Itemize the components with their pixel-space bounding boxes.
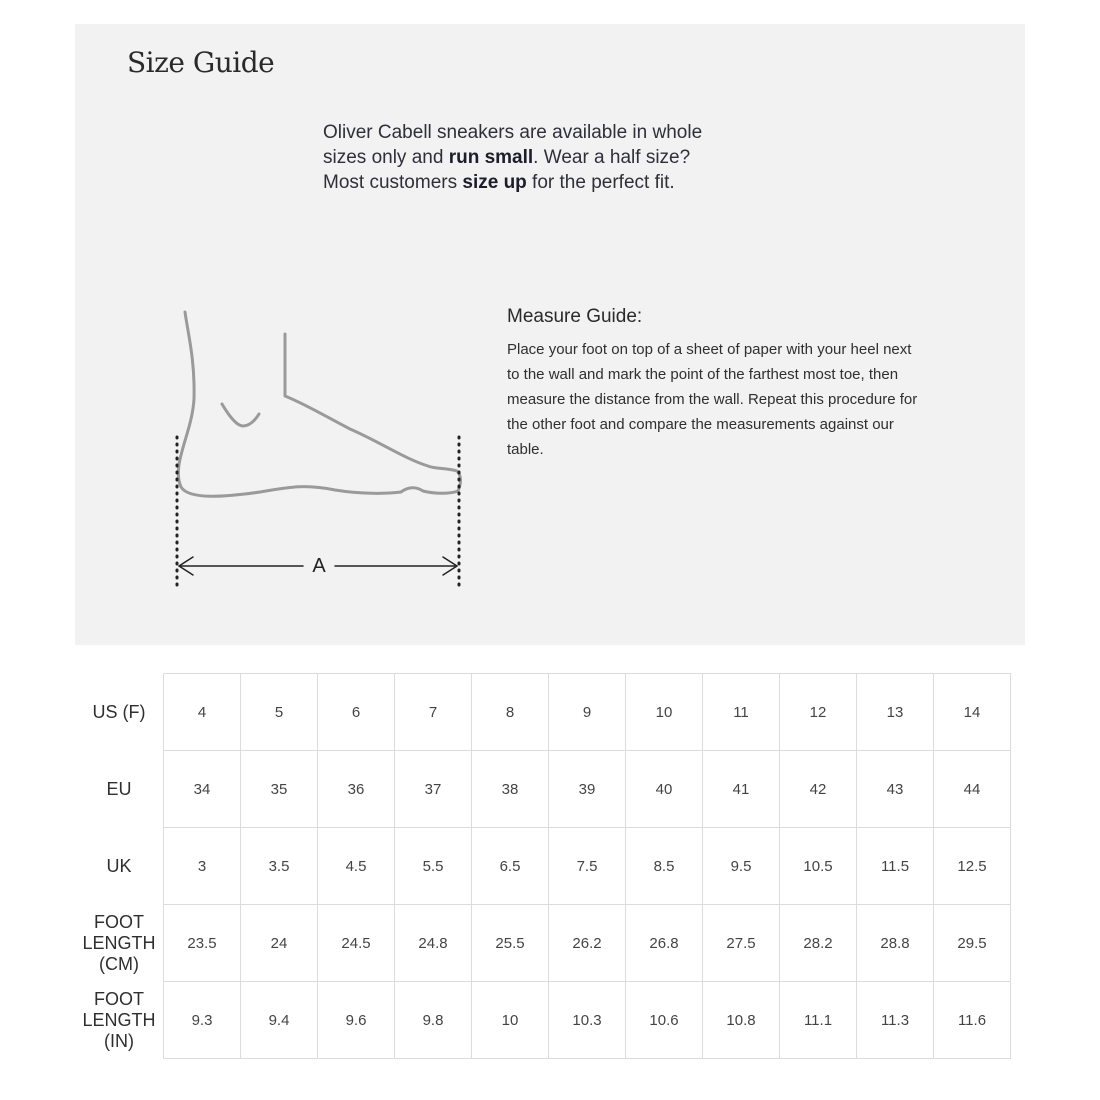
table-cell: 24.8 [395, 905, 472, 982]
table-cell: 24 [241, 905, 318, 982]
intro-text [323, 120, 743, 195]
table-cell: 6 [318, 674, 395, 751]
row-label [75, 828, 164, 905]
table-cell: 11.6 [934, 982, 1011, 1059]
foot-outline [178, 312, 460, 496]
table-cell: 26.2 [549, 905, 626, 982]
row-label-text: FOOT LENGTH (CM) [82, 911, 156, 974]
table-cell: 9.8 [395, 982, 472, 1059]
table-cell: 4.5 [318, 828, 395, 905]
row-label-text: US (F) [92, 701, 146, 722]
table-cell: 24.5 [318, 905, 395, 982]
table-cell: 10.8 [703, 982, 780, 1059]
intro-line-2-end: . Wear a half size? [533, 147, 691, 168]
row-label-text: EU [106, 778, 132, 799]
row-label-text: UK [106, 855, 132, 876]
table-cell: 43 [857, 751, 934, 828]
measure-guide-body: Place your foot on top of a sheet of paper with your heel next to the wall and mark the point of the farthest most toe, then measure the distance from the wall. Repeat this procedure for the other foot and compare the measurements against our table. [507, 341, 918, 458]
page-title: Size Guide [127, 46, 275, 79]
table-cell: 5 [241, 674, 318, 751]
table-cell: 27.5 [703, 905, 780, 982]
table-cell: 7.5 [549, 828, 626, 905]
table-cell: 10.6 [626, 982, 703, 1059]
table-cell: 11.3 [857, 982, 934, 1059]
size-chart-body [75, 674, 1011, 1059]
table-cell: 6.5 [472, 828, 549, 905]
table-cell: 9.6 [318, 982, 395, 1059]
table-row [75, 674, 1011, 751]
table-cell: 42 [780, 751, 857, 828]
table-cell: 36 [318, 751, 395, 828]
intro-line-3-start: Most customers [323, 172, 463, 193]
table-cell: 4 [164, 674, 241, 751]
table-cell: 40 [626, 751, 703, 828]
row-label [75, 674, 164, 751]
table-cell: 10.5 [780, 828, 857, 905]
intro-line-3-end: for the perfect fit. [526, 172, 675, 193]
table-cell: 9.4 [241, 982, 318, 1059]
table-row [75, 751, 1011, 828]
table-cell: 3.5 [241, 828, 318, 905]
table-cell: 10 [626, 674, 703, 751]
foot-measure-diagram [165, 304, 475, 604]
table-cell: 7 [395, 674, 472, 751]
table-cell: 10 [472, 982, 549, 1059]
table-cell: 11.1 [780, 982, 857, 1059]
row-label [75, 751, 164, 828]
table-cell: 41 [703, 751, 780, 828]
size-chart-table [75, 673, 1011, 1059]
table-cell: 9 [549, 674, 626, 751]
run-small-emphasis: run small [448, 147, 534, 168]
table-cell: 28.8 [857, 905, 934, 982]
table-cell: 35 [241, 751, 318, 828]
foot-illustration [165, 304, 475, 604]
table-cell: 38 [472, 751, 549, 828]
table-cell: 39 [549, 751, 626, 828]
table-cell: 34 [164, 751, 241, 828]
table-cell: 8 [472, 674, 549, 751]
table-cell: 12.5 [934, 828, 1011, 905]
intro-line-2 [323, 145, 743, 170]
table-cell: 26.8 [626, 905, 703, 982]
table-cell: 8.5 [626, 828, 703, 905]
size-guide-panel [75, 24, 1025, 645]
table-row [75, 905, 1011, 982]
dimension-label: A [312, 555, 326, 577]
table-cell: 11 [703, 674, 780, 751]
table-cell: 29.5 [934, 905, 1011, 982]
table-cell: 9.3 [164, 982, 241, 1059]
table-cell: 23.5 [164, 905, 241, 982]
table-cell: 12 [780, 674, 857, 751]
table-row [75, 828, 1011, 905]
table-cell: 14 [934, 674, 1011, 751]
row-label [75, 982, 164, 1059]
table-cell: 28.2 [780, 905, 857, 982]
table-cell: 10.3 [549, 982, 626, 1059]
row-label [75, 905, 164, 982]
intro-line-2-start: sizes only and [323, 147, 449, 168]
table-cell: 44 [934, 751, 1011, 828]
size-up-emphasis: size up [462, 172, 527, 193]
table-cell: 3 [164, 828, 241, 905]
measure-guide [507, 306, 927, 462]
table-row [75, 982, 1011, 1059]
table-cell: 13 [857, 674, 934, 751]
intro-line-3 [323, 170, 743, 195]
row-label-text: FOOT LENGTH (IN) [82, 988, 156, 1051]
table-cell: 37 [395, 751, 472, 828]
intro-line-1: Oliver Cabell sneakers are available in whole [323, 122, 703, 143]
table-cell: 11.5 [857, 828, 934, 905]
table-cell: 5.5 [395, 828, 472, 905]
table-cell: 25.5 [472, 905, 549, 982]
measure-guide-heading: Measure Guide: [507, 306, 643, 327]
table-cell: 9.5 [703, 828, 780, 905]
